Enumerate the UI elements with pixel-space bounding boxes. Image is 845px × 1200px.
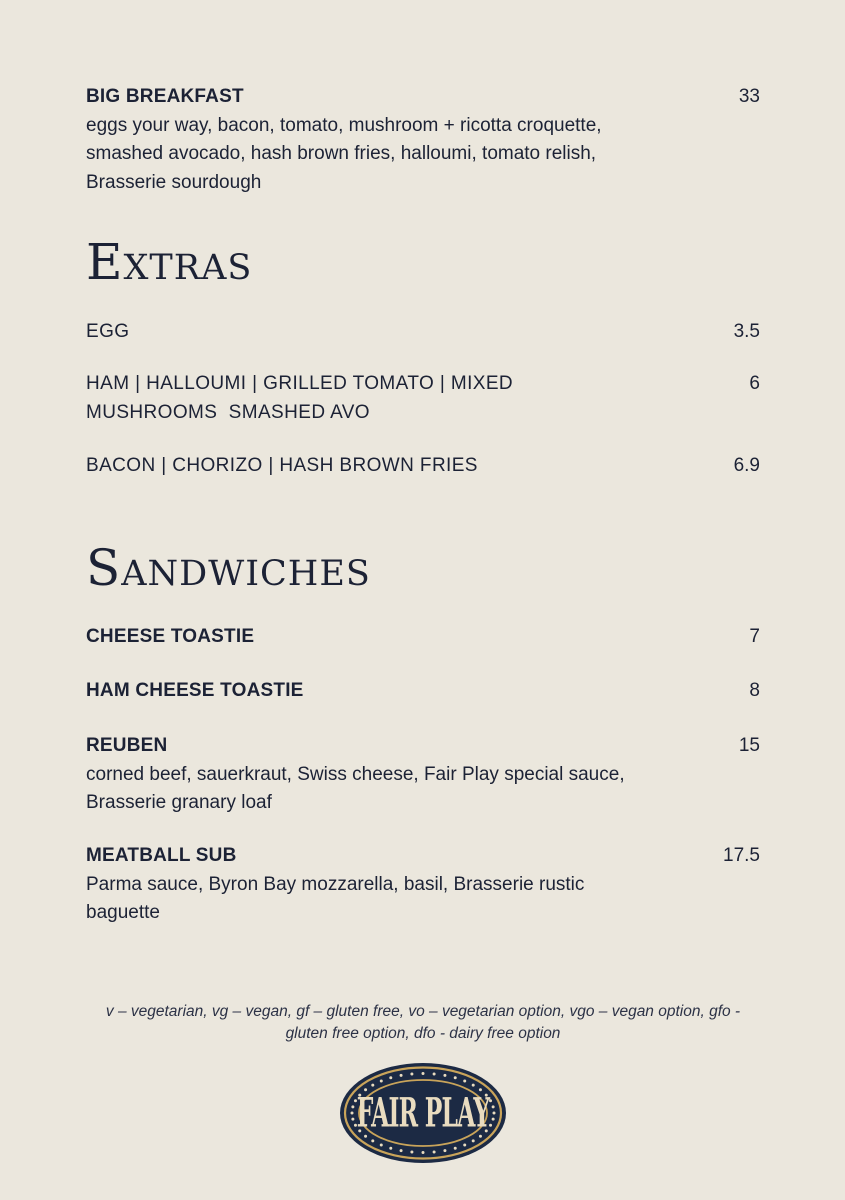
- logo-dot: [422, 1072, 425, 1075]
- item-name: BACON | CHORIZO | HASH BROWN FRIES: [86, 455, 478, 476]
- logo-dot: [351, 1118, 354, 1121]
- logo-dot: [380, 1143, 383, 1146]
- item-price: 6.9: [733, 455, 760, 476]
- logo-dot: [389, 1076, 392, 1079]
- logo-dot: [463, 1143, 466, 1146]
- item-description: eggs your way, bacon, tomato, mushroom + ricotta croquette, smashed avocado, hash brown fries, halloumi, tomato relish, Brasserie sourdough: [86, 114, 602, 193]
- logo-dot: [443, 1074, 446, 1077]
- logo-dot: [472, 1084, 475, 1087]
- menu-item-cheese-toastie: [86, 623, 760, 652]
- logo-dot: [410, 1151, 413, 1154]
- menu-item-extras-group-3: [86, 452, 760, 481]
- logo-dot: [454, 1147, 457, 1150]
- logo-dot: [371, 1084, 374, 1087]
- item-price: 15: [738, 735, 760, 756]
- item-name: BIG BREAKFAST: [86, 86, 244, 107]
- logo-dot: [472, 1139, 475, 1142]
- logo-dot: [410, 1072, 413, 1075]
- menu-item-ham-cheese-toastie: [86, 677, 760, 706]
- logo-dot: [489, 1099, 492, 1102]
- logo-dot: [463, 1080, 466, 1083]
- logo-dot: [492, 1118, 495, 1121]
- item-name: REUBEN: [86, 735, 168, 756]
- menu-item-big-breakfast: [86, 83, 760, 197]
- menu-item-extras-group-2: [86, 370, 760, 427]
- item-price: 8: [749, 680, 760, 701]
- logo-dot: [493, 1112, 496, 1115]
- item-description: corned beef, sauerkraut, Swiss cheese, Fair Play special sauce, Brasserie granary loaf: [86, 763, 625, 813]
- logo-dot: [454, 1076, 457, 1079]
- logo-dot: [433, 1072, 436, 1075]
- menu-item-reuben: [86, 732, 760, 818]
- item-description: Parma sauce, Byron Bay mozzarella, basil, Brasserie rustic baguette: [86, 873, 585, 923]
- section-title-extras: Extras: [86, 233, 253, 291]
- menu-item-egg: [86, 318, 760, 347]
- logo-dot: [422, 1151, 425, 1154]
- item-price: 6: [749, 373, 760, 394]
- logo-dot: [351, 1112, 354, 1115]
- fair-play-logo: [338, 1061, 508, 1165]
- item-name-line-2: MUSHROOMS SMASHED AVO: [86, 401, 370, 423]
- logo-dot: [351, 1105, 354, 1108]
- logo-dot: [443, 1149, 446, 1152]
- logo-dot: [489, 1124, 492, 1127]
- logo-dot: [492, 1105, 495, 1108]
- item-price: 7: [749, 626, 760, 647]
- logo-dot: [433, 1151, 436, 1154]
- logo-dot: [371, 1139, 374, 1142]
- item-name: MEATBALL SUB: [86, 845, 237, 866]
- menu-item-meatball-sub: [86, 842, 760, 928]
- item-price: 17.5: [723, 845, 760, 866]
- logo-dot: [389, 1147, 392, 1150]
- logo-dot: [400, 1074, 403, 1077]
- item-price: 3.5: [733, 321, 760, 342]
- logo-text: FAIR PLAY: [356, 1088, 490, 1137]
- item-name: EGG: [86, 321, 130, 342]
- item-name: CHEESE TOASTIE: [86, 626, 255, 647]
- item-name-line-1: HAM | HALLOUMI | GRILLED TOMATO | MIXED: [86, 373, 514, 394]
- logo-dot: [400, 1149, 403, 1152]
- item-name: HAM CHEESE TOASTIE: [86, 680, 304, 701]
- logo-dot: [380, 1080, 383, 1083]
- dietary-legend: v – vegetarian, vg – vegan, gf – gluten free, vo – vegetarian option, vgo – vegan option, gfo - gluten free option, dfo - dairy free option: [105, 1003, 741, 1042]
- item-price: 33: [738, 86, 760, 107]
- section-title-sandwiches: Sandwiches: [86, 539, 371, 597]
